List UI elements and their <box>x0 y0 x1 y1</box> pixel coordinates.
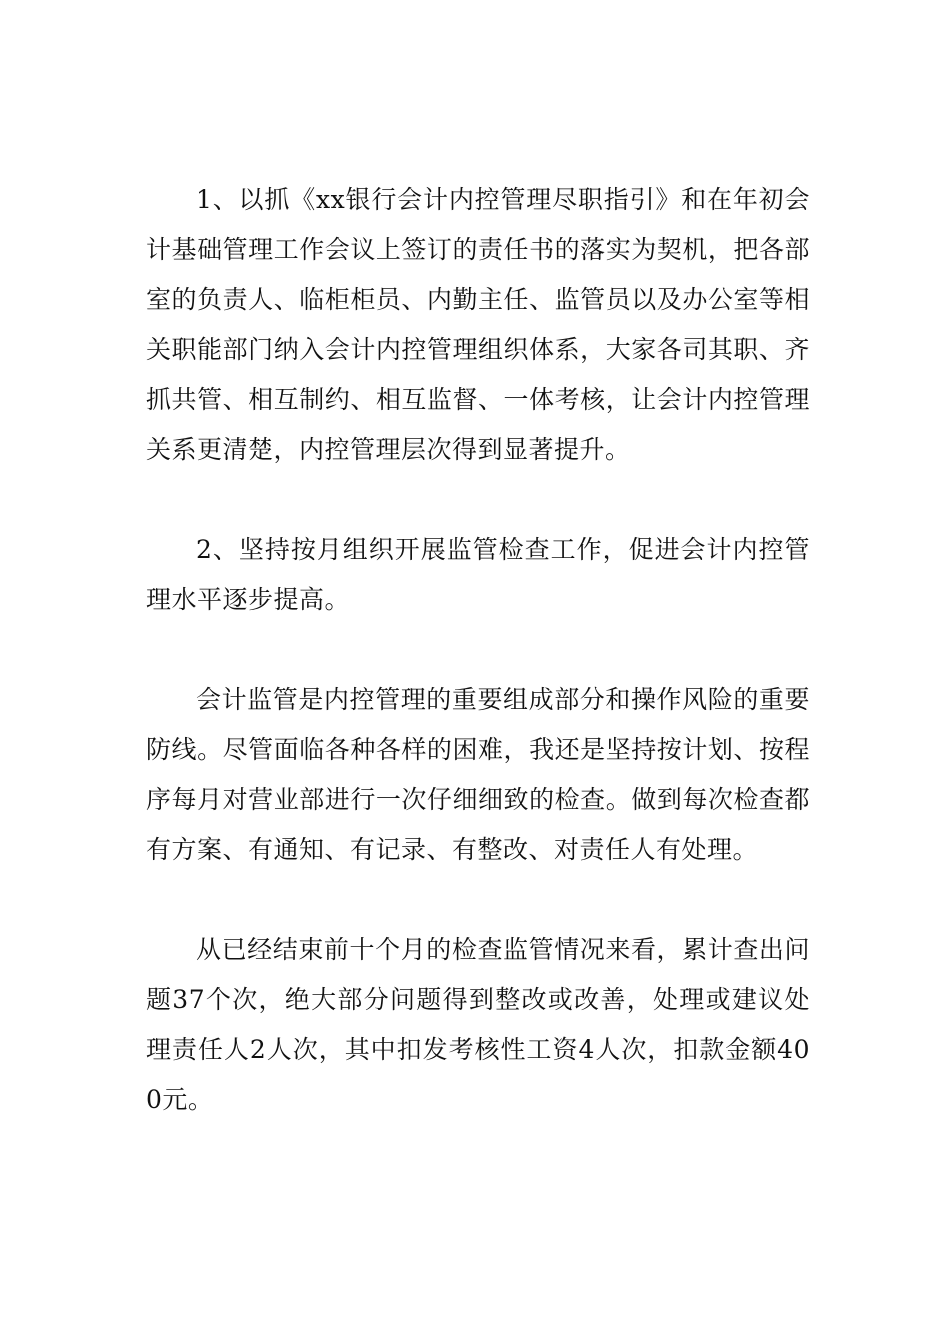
paragraph-4: 从已经结束前十个月的检查监管情况来看，累计查出问题37个次，绝大部分问题得到整改或改善，处理或建议处理责任人2人次，其中扣发考核性工资4人次，扣款金额400元。 <box>146 935 810 1114</box>
paragraph-gap <box>146 875 810 925</box>
paragraph-gap <box>146 625 810 675</box>
paragraph-gap <box>146 475 810 525</box>
paragraph-2: 2、坚持按月组织开展监管检查工作，促进会计内控管理水平逐步提高。 <box>146 535 810 614</box>
document-body <box>146 175 810 1125</box>
paragraph-1: 1、以抓《xx银行会计内控管理尽职指引》和在年初会计基础管理工作会议上签订的责任书的落实为契机，把各部室的负责人、临柜柜员、内勤主任、监管员以及办公室等相关职能部门纳入会计内控管理组织体系，大家各司其职、齐抓共管、相互制约、相互监督、一体考核，让会计内控管理关系更清楚，内控管理层次得到显著提升。 <box>146 185 810 464</box>
paragraph-3: 会计监管是内控管理的重要组成部分和操作风险的重要防线。尽管面临各种各样的困难，我还是坚持按计划、按程序每月对营业部进行一次仔细细致的检查。做到每次检查都有方案、有通知、有记录、有整改、对责任人有处理。 <box>146 685 810 864</box>
